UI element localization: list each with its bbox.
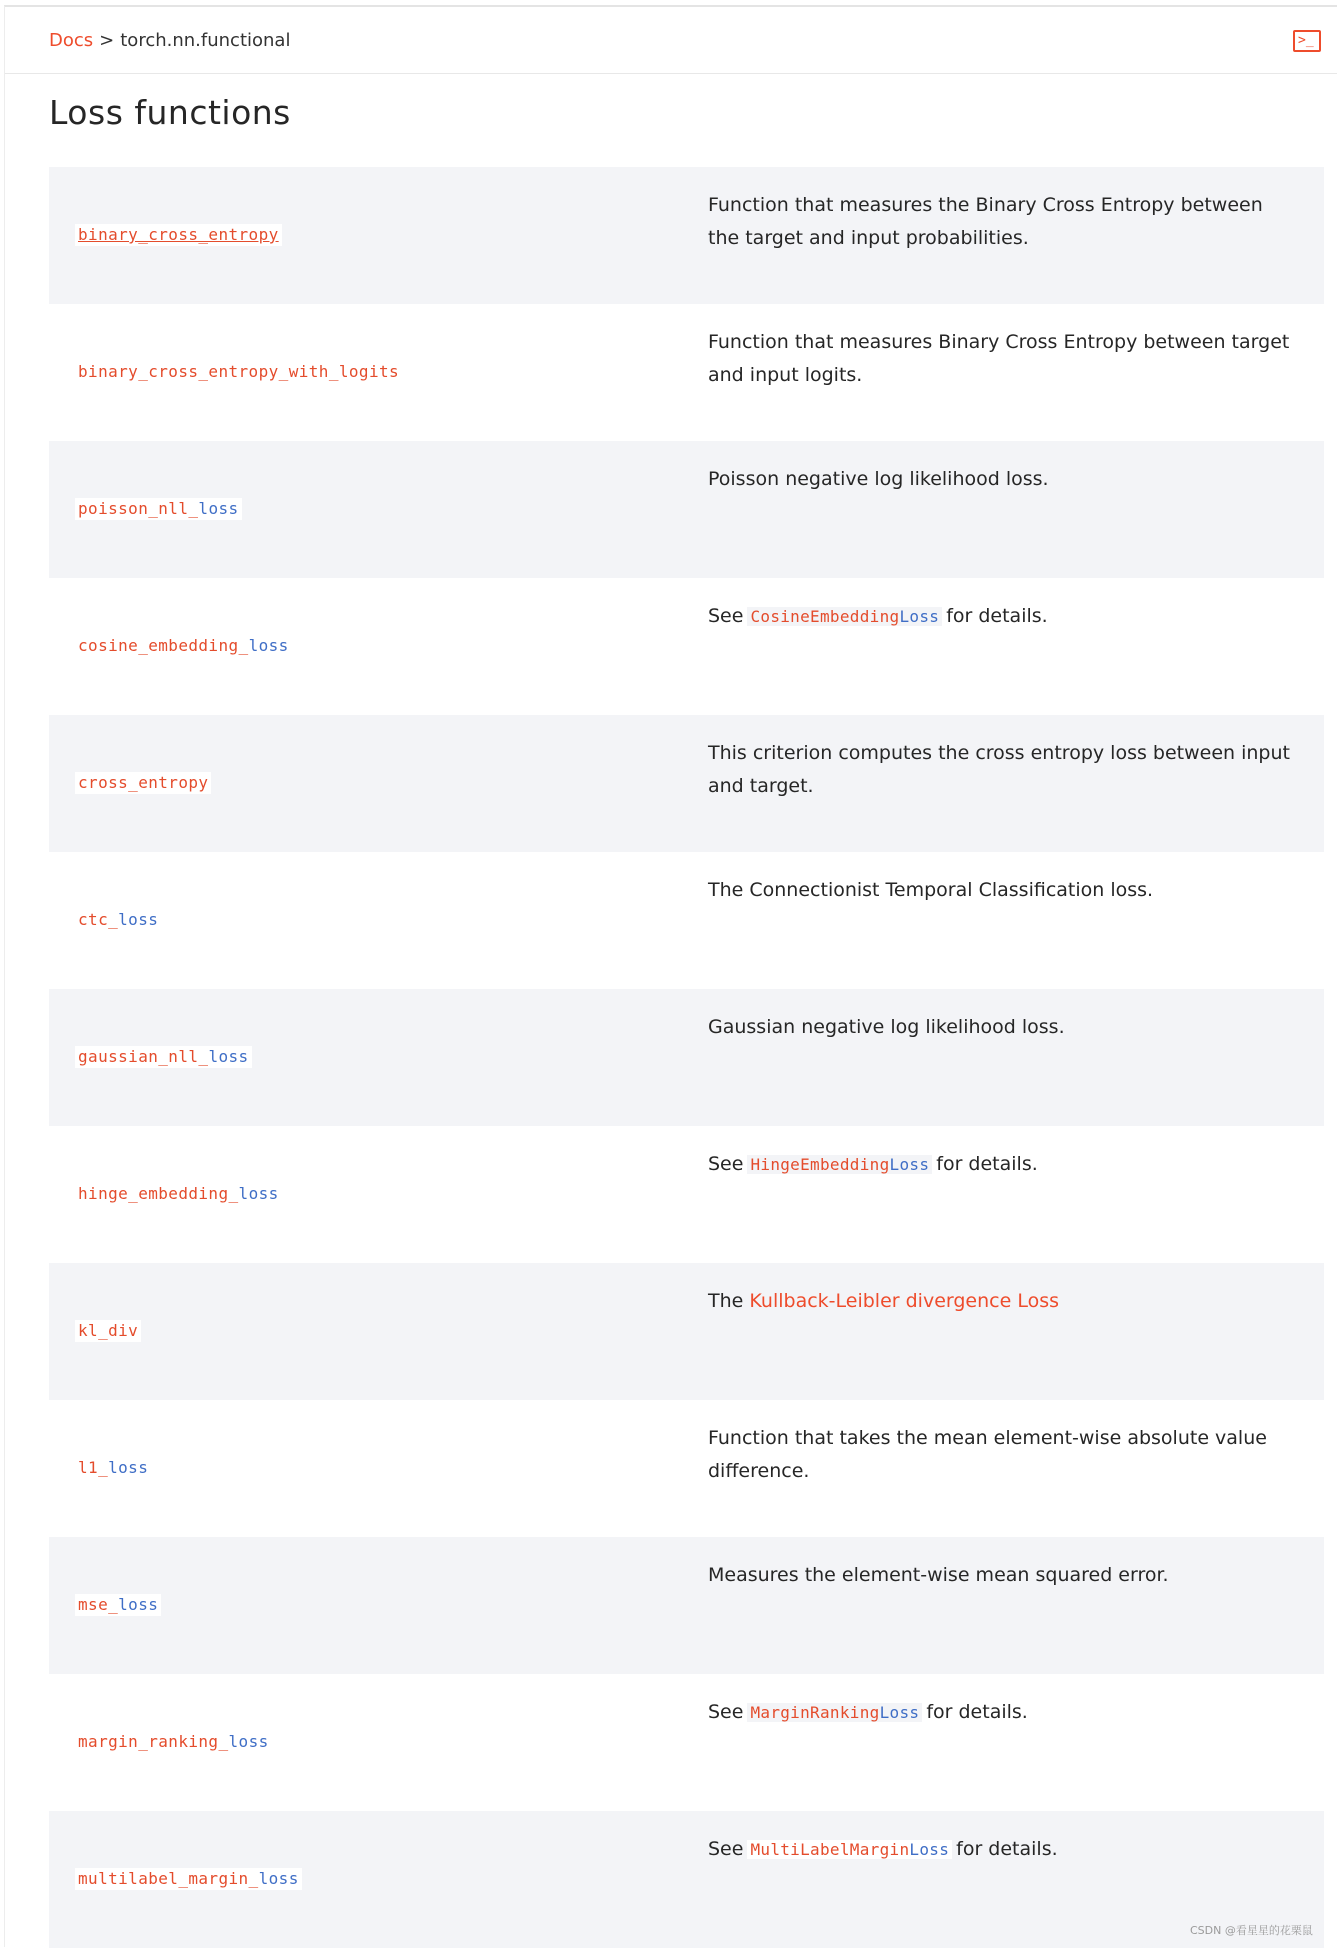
breadcrumb — [49, 28, 290, 54]
function-name-part: gaussian_nll_ — [78, 1047, 209, 1066]
function-link[interactable] — [75, 635, 292, 657]
description-text: Gaussian negative log likelihood loss. — [708, 1016, 1065, 1038]
function-link[interactable] — [75, 772, 211, 794]
class-name-suffix: Loss — [909, 1840, 950, 1859]
class-reference-link[interactable] — [747, 1155, 932, 1174]
class-name-suffix: Loss — [879, 1703, 920, 1722]
description-suffix: for details. — [956, 1838, 1058, 1860]
description-suffix: for details. — [926, 1701, 1028, 1723]
description-text: Function that measures the Binary Cross Entropy between the target and input probabilities. — [708, 194, 1263, 249]
function-link[interactable] — [75, 1457, 151, 1479]
function-name-part: binary_cross_entropy — [78, 225, 279, 244]
function-link[interactable] — [75, 224, 282, 246]
description-text: Measures the element-wise mean squared error. — [708, 1564, 1169, 1586]
function-name-suffix: loss — [258, 1869, 299, 1888]
function-description — [708, 1696, 1298, 1729]
function-name-suffix: loss — [108, 1458, 149, 1477]
class-reference-link[interactable] — [747, 1840, 952, 1859]
function-description — [708, 600, 1298, 633]
table-row — [49, 1400, 1324, 1537]
function-description — [708, 1285, 1298, 1318]
description-text: See — [708, 1838, 744, 1860]
function-description — [708, 463, 1298, 496]
description-text: The — [708, 1290, 744, 1312]
table-row — [49, 1537, 1324, 1674]
function-description — [708, 1833, 1298, 1866]
function-name-part: cross_entropy — [78, 773, 209, 792]
function-name-suffix: loss — [198, 499, 239, 518]
table-row — [49, 1126, 1324, 1263]
function-description — [708, 737, 1298, 803]
terminal-icon-label: >_ — [1298, 33, 1314, 48]
class-name-suffix: Loss — [899, 607, 940, 626]
function-link[interactable] — [75, 1320, 141, 1342]
description-text: See — [708, 1153, 744, 1175]
description-text: See — [708, 605, 744, 627]
page-title: Loss functions — [49, 93, 291, 132]
table-row — [49, 167, 1324, 304]
function-name-part: mse_ — [78, 1595, 119, 1614]
function-name-part: poisson_nll_ — [78, 499, 199, 518]
function-link[interactable] — [75, 1868, 302, 1890]
table-row — [49, 1674, 1324, 1811]
function-description — [708, 1148, 1298, 1181]
function-link[interactable] — [75, 1183, 282, 1205]
function-description — [708, 1422, 1298, 1488]
class-reference-link[interactable] — [747, 607, 942, 626]
function-link[interactable] — [75, 909, 161, 931]
function-name-suffix: loss — [118, 1595, 159, 1614]
function-name-part: kl_div — [78, 1321, 139, 1340]
function-name-part: multilabel_margin_ — [78, 1869, 259, 1888]
breadcrumb-separator: > — [99, 30, 115, 51]
description-suffix: for details. — [936, 1153, 1038, 1175]
function-name-part: ctc_ — [78, 910, 119, 929]
description-text: The Connectionist Temporal Classification loss. — [708, 879, 1154, 901]
table-row — [49, 441, 1324, 578]
class-name-part: HingeEmbedding — [750, 1155, 890, 1174]
function-name-part: margin_ranking_ — [78, 1732, 229, 1751]
class-name-part: MultiLabelMargin — [750, 1840, 910, 1859]
function-description — [708, 1011, 1298, 1044]
function-description — [708, 874, 1298, 907]
description-suffix: for details. — [946, 605, 1048, 627]
function-name-suffix: loss — [238, 1184, 279, 1203]
table-row — [49, 989, 1324, 1126]
function-name-suffix: loss — [208, 1047, 249, 1066]
function-name-part: l1_ — [78, 1458, 109, 1477]
table-row — [49, 304, 1324, 441]
function-link[interactable] — [75, 361, 402, 383]
breadcrumb-current: torch.nn.functional — [120, 30, 291, 51]
description-text: This criterion computes the cross entropy loss between input and target. — [708, 742, 1290, 797]
table-row — [49, 852, 1324, 989]
function-link[interactable] — [75, 498, 242, 520]
class-name-suffix: Loss — [889, 1155, 930, 1174]
function-description — [708, 189, 1298, 255]
watermark: CSDN @看星星的花栗鼠 — [1190, 1924, 1313, 1937]
class-name-part: CosineEmbedding — [750, 607, 900, 626]
function-link[interactable] — [75, 1731, 272, 1753]
description-text: Poisson negative log likelihood loss. — [708, 468, 1049, 490]
function-link[interactable] — [75, 1046, 252, 1068]
loss-functions-table — [49, 167, 1324, 1948]
description-text: Function that takes the mean element-wise absolute value difference. — [708, 1427, 1267, 1482]
description-text: See — [708, 1701, 744, 1723]
function-description — [708, 326, 1298, 392]
function-name-suffix: loss — [248, 636, 289, 655]
function-name-suffix: loss — [228, 1732, 269, 1751]
function-name-part: cosine_embedding_ — [78, 636, 249, 655]
class-name-part: MarginRanking — [750, 1703, 880, 1722]
description-link[interactable]: Kullback-Leibler divergence Loss — [749, 1290, 1060, 1312]
terminal-icon[interactable] — [1293, 30, 1321, 52]
function-link[interactable] — [75, 1594, 161, 1616]
table-row — [49, 1811, 1324, 1948]
table-row — [49, 715, 1324, 852]
description-text: Function that measures Binary Cross Entropy between target and input logits. — [708, 331, 1290, 386]
breadcrumb-docs-link[interactable]: Docs — [49, 30, 94, 51]
function-name-part: hinge_embedding_ — [78, 1184, 239, 1203]
class-reference-link[interactable] — [747, 1703, 922, 1722]
header-divider — [5, 73, 1337, 74]
function-name-part: binary_cross_entropy_with_logits — [78, 362, 400, 381]
table-row — [49, 1263, 1324, 1400]
table-row — [49, 578, 1324, 715]
function-description — [708, 1559, 1298, 1592]
function-name-suffix: loss — [118, 910, 159, 929]
